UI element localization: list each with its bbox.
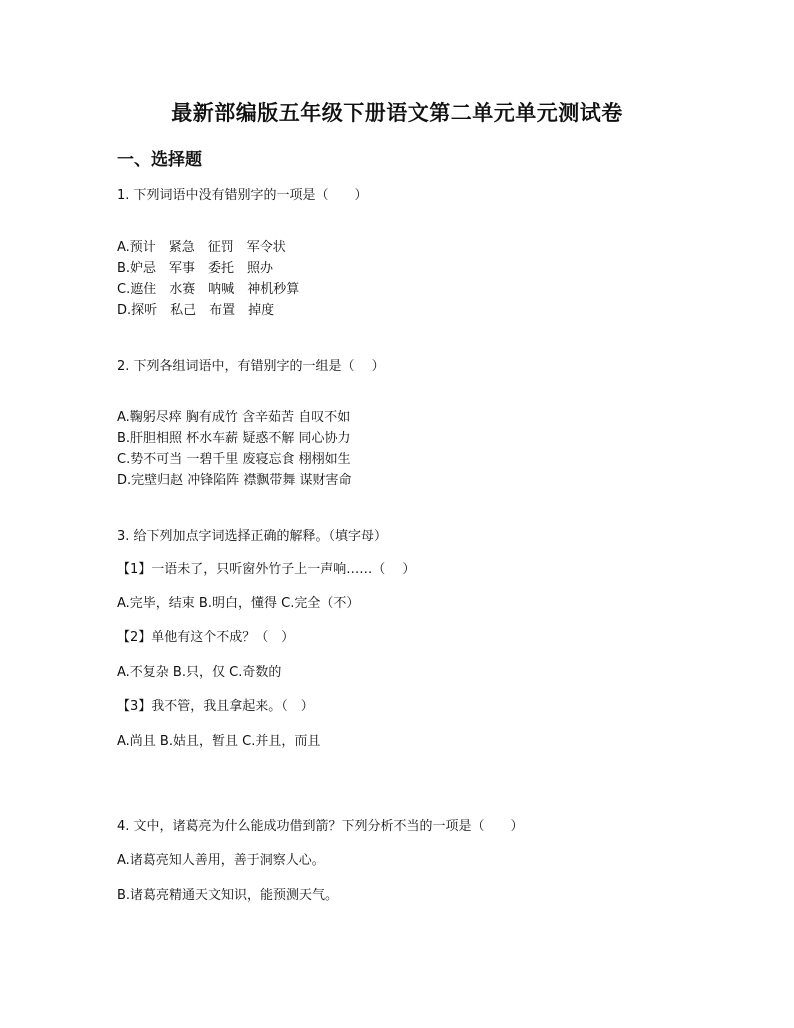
question-3-sub-1-choices: A.完毕，结束 B.明白，懂得 C.完全（不） bbox=[117, 596, 360, 611]
question-2-option-d: D.完壁归赵 冲锋陷阵 襟飘带舞 谋财害命 bbox=[117, 473, 352, 488]
section-heading: 一、选择题 bbox=[117, 150, 202, 170]
question-2-stem: 2. 下列各组词语中，有错别字的一组是（ ） bbox=[117, 359, 385, 374]
question-3-stem: 3. 给下列加点字词选择正确的解释。（填字母） bbox=[117, 529, 388, 544]
question-1-option-a: A.预计 紧急 征罚 军令状 bbox=[117, 240, 286, 255]
question-3-sub-3: 【3】我不管，我且拿起来。（ ） bbox=[117, 699, 314, 714]
question-1-stem: 1. 下列词语中没有错别字的一项是（ ） bbox=[117, 188, 368, 203]
question-1-option-c: C.遮住 水赛 呐喊 神机秒算 bbox=[117, 282, 300, 297]
question-4-option-b: B.诸葛亮精通天文知识，能预测天气。 bbox=[117, 888, 339, 903]
question-1-option-b: B.妒忌 军事 委托 照办 bbox=[117, 261, 274, 276]
question-2-option-b: B.肝胆相照 杯水车薪 疑惑不解 同心协力 bbox=[117, 431, 351, 446]
page-title: 最新部编版五年级下册语文第二单元单元测试卷 bbox=[171, 100, 623, 125]
question-3-sub-2: 【2】单他有这个不成？（ ） bbox=[117, 630, 295, 645]
question-3-sub-2-choices: A.不复杂 B.只，仅 C.奇数的 bbox=[117, 665, 282, 680]
question-3-sub-3-choices: A.尚且 B.姑且，暂且 C.并且，而且 bbox=[117, 734, 321, 749]
question-4-stem: 4. 文中，诸葛亮为什么能成功借到箭？下列分析不当的一项是（ ） bbox=[117, 819, 524, 834]
question-1-option-d: D.探听 私己 布置 掉度 bbox=[117, 303, 275, 318]
question-4-option-a: A.诸葛亮知人善用，善于洞察人心。 bbox=[117, 853, 325, 868]
question-2-option-c: C.势不可当 一碧千里 废寝忘食 栩栩如生 bbox=[117, 452, 351, 467]
question-3-sub-1: 【1】一语未了，只听窗外竹子上一声响……（ ） bbox=[117, 562, 416, 577]
question-2-option-a: A.鞠躬尽瘁 胸有成竹 含辛茹苦 自叹不如 bbox=[117, 410, 351, 425]
